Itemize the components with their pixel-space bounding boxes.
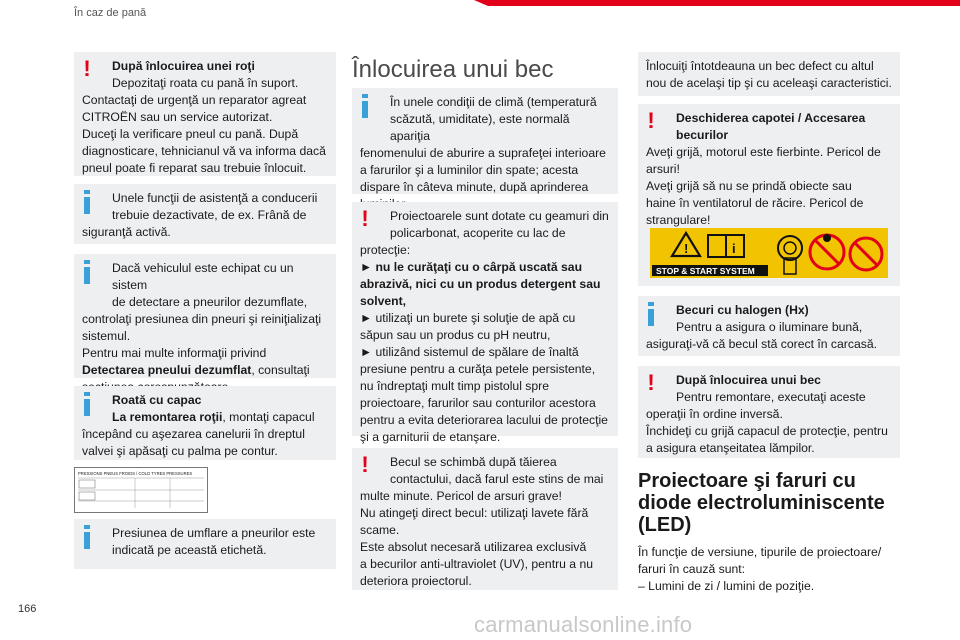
svg-text:!: ! — [684, 241, 689, 256]
subsection-heading: Proiectoare şi faruri cu diode electroluminiscente (LED) — [638, 470, 885, 536]
info-icon — [358, 94, 372, 118]
warning-box-polycarbonate: ! Proiectoarele sunt dotate cu geamuri din policarbonat, acoperite cu lac de protecţie: ► nu le curăţaţi cu o cârpă uscată sau abrazivă, nici cu un produs detergent sau solvent, ► utilizaţi un burete şi soluţie de apă cu săpun sau un produs cu pH neutru, ► utilizând sistemul de spălare de înaltă presiune pentru a curăţa petele persistente, nu îndreptaţi mult timp pistolul spre proiectoare, farurilor sau conturilor acestora pentru a evita deteriorarea lacului de protecţie şi a garniturii de etanşare. — [352, 202, 618, 436]
page-number: 166 — [18, 603, 37, 615]
info-box-tyre-detection: Dacă vehiculul este echipat cu un sistem de detectare a pneurilor dezumflate, controlaţi presiunea din pneuri şi reiniţializaţi sistemul. Pentru mai multe informaţii privind Detectarea pneului dezumflat, consultaţi — [74, 254, 336, 378]
box-title: După înlocuirea unei roţi — [112, 59, 255, 73]
info-icon — [644, 302, 658, 326]
info-icon — [80, 392, 94, 416]
info-box-driving-aids: Unele funcţii de asistenţă a conducerii trebuie dezactivate, de ex. Frână de siguranţă activă. — [74, 184, 336, 244]
info-box-condensation: În unele condiţii de climă (temperatură scăzută, umiditate), este normală apariţia fenomenului de aburire a suprafeţei interioare a farurilor şi a luminilor din spate; acesta dispare în câteva minute, după aprinderea — [352, 88, 618, 194]
fan-icon — [778, 236, 802, 260]
note-box-replace-bulb: Înlocuiţi întotdeauna un bec defect cu altul nou de acelaşi tip şi cu aceleaşi caracteristici. — [638, 52, 900, 96]
running-header: În caz de pană — [74, 7, 147, 19]
info-icon — [80, 260, 94, 284]
warning-box-bonnet: ! Deschiderea capotei / Accesarea becurilor Aveţi grijă, motorul este fierbinte. Pericol de arsuri! Aveţi grijă să nu se prindă obiecte sau haine în ventilatorul de răcire. Pericol de strangulare! — [638, 104, 900, 286]
section-heading: Înlocuirea unui bec — [352, 56, 554, 83]
stop-start-label: STOP & START SYSTEM — [656, 266, 755, 276]
info-box-halogen: Becuri cu halogen (Hx) Pentru a asigura o iluminare bună, asiguraţi-vă că becul stă corect în carcasă. — [638, 296, 900, 356]
info-icon — [80, 190, 94, 214]
tyre-pressure-label-image — [74, 467, 208, 513]
warning-icon: ! — [361, 452, 369, 477]
warning-icon: ! — [647, 370, 655, 395]
info-box-pressure-label: Presiunea de umflare a pneurilor este indicată pe această etichetă. — [74, 519, 336, 569]
warning-icon: ! — [83, 56, 91, 81]
warning-icon: ! — [647, 108, 655, 133]
svg-text:i: i — [732, 241, 736, 256]
safety-pictograms-image — [650, 228, 888, 278]
tip-box-wheel-change: ! După înlocuirea unei roţi Depozitaţi roata cu pană în suport. Contactaţi de urgenţă un reparator agreat CITROËN sau un service autorizat. Duceţi la verificare pneul cu pană. După diagnosticare, tehnicianul vă va informa dacă pneul poate fi reparat sau trebuie înlocuit. — [74, 52, 336, 176]
svg-text:PRESSIONS PNEUS FROIDS / COLD: PRESSIONS PNEUS FROIDS / COLD TYRES PRESSURES — [78, 471, 193, 476]
warning-box-bulb-burn: ! Becul se schimbă după tăierea contactului, dacă farul este stins de mai multe minute. Pericol de arsuri grave! Nu atingeţi direct becul: utilizaţi lavete fără scame. Este absolut necesară utilizarea exclusivă a becurilor anti-ultraviolet (UV), pentru a nu deteriora proiectorul. — [352, 448, 618, 590]
led-paragraph: În funcţie de versiune, tipurile de proiectoare/ faruri în cauză sunt: – Lumini de zi / lumini de poziţie. — [638, 545, 882, 593]
header-accent-bar — [488, 0, 960, 6]
info-icon — [80, 525, 94, 549]
watermark: carmanualsonline.info — [474, 612, 693, 637]
warning-icon: ! — [361, 206, 369, 231]
info-box-wheel-cover: Roată cu capac La remontarea roţii, montaţi capacul începând cu aşezarea canelurii în dreptul valvei şi apăsaţi cu palma pe contur. — [74, 386, 336, 460]
warning-box-after-bulb: ! După înlocuirea unui bec Pentru remontare, executaţi aceste operaţii în ordine inversă. Închideţi cu grijă capacul de protecţie, pentru a asigura etanşeitatea lămpilor. — [638, 366, 900, 458]
